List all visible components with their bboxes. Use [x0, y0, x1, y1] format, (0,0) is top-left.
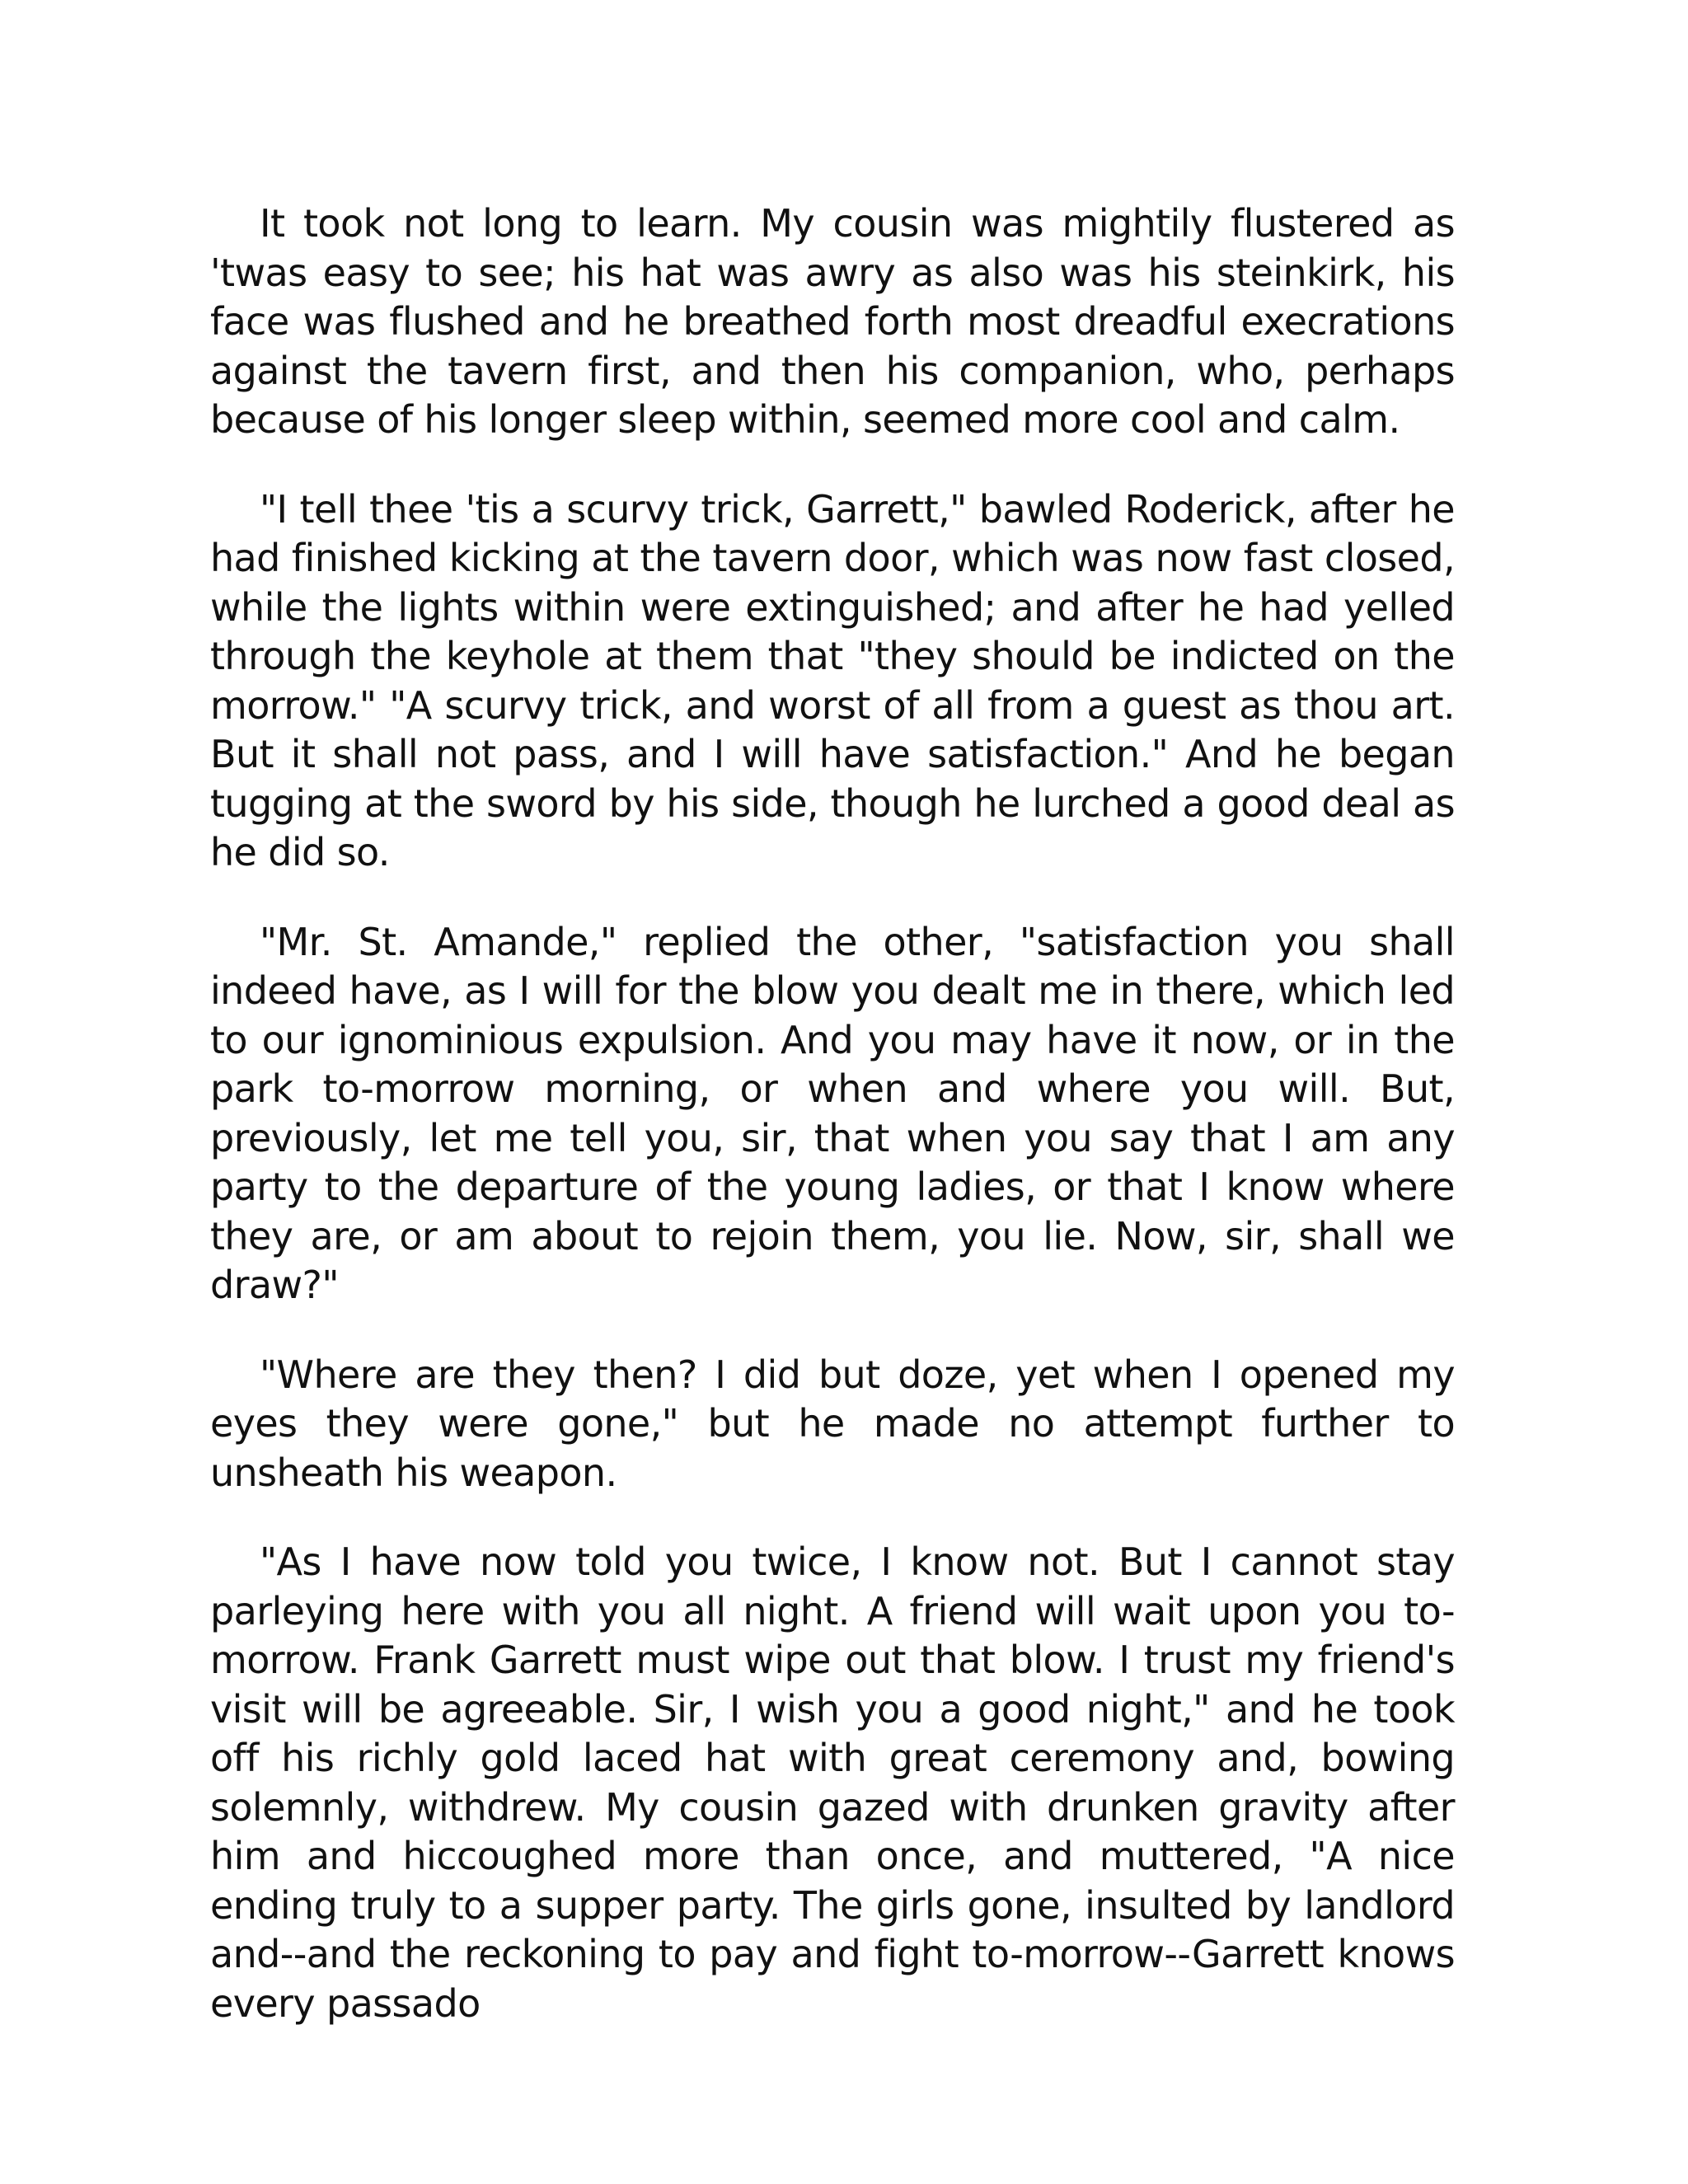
paragraph-5: "As I have now told you twice, I know not. But I cannot stay parleying here with you all night. A friend will wait upon you to-morrow. Frank Garrett must wipe out that blow. I trust my friend's visit will be agreeable. Sir, I wish you a good night," and he took off his richly gold laced hat with great ceremony and, bowing solemnly, withdrew. My cousin gazed with drunken gravity after him and hiccoughed more than once, and muttered, "A nice ending truly to a supper party. The girls gone, insulted by landlord and--and the reckoning to pay and fight to-morrow--Garrett knows every passado — [210, 1540, 1455, 2026]
paragraph-1: It took not long to learn. My cousin was mightily flustered as 'twas easy to see; his hat was awry as also was his steinkirk, his face was flushed and he breathed forth most dreadful execrations against the tavern first, and then his companion, who, perhaps because of his longer sleep within, seemed more cool and calm. — [210, 201, 1455, 442]
document-page — [210, 199, 1455, 2069]
paragraph-2: "I tell thee 'tis a scurvy trick, Garrett," bawled Roderick, after he had finished kicking at the tavern door, which was now fast closed, while the lights within were extinguished; and after he had yelled through the keyhole at them that "they should be indicted on the morrow." "A scurvy trick, and worst of all from a guest as thou art. But it shall not pass, and I will have satisfaction." And he began tugging at the sword by his side, though he lurched a good deal as he did so. — [210, 486, 1455, 874]
paragraph-4: "Where are they then? I did but doze, yet when I opened my eyes they were gone," but he made no attempt further to unsheath his weapon. — [210, 1352, 1455, 1495]
paragraph-3: "Mr. St. Amande," replied the other, "satisfaction you shall indeed have, as I will for the blow you dealt me in there, which led to our ignominious expulsion. And you may have it now, or in the park to-morrow morning, or when and where you will. But, previously, let me tell you, sir, that when you say that I am any party to the departure of the young ladies, or that I know where they are, or am about to rejoin them, you lie. Now, sir, shall we draw?" — [210, 919, 1455, 1307]
